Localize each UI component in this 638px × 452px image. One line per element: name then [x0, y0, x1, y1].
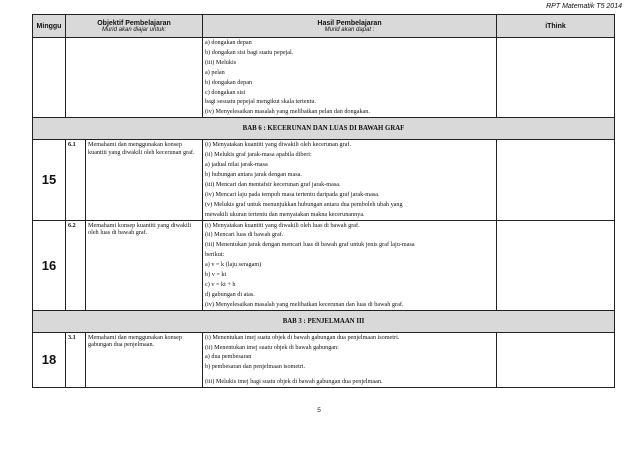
continuation-objective-cell: [66, 38, 203, 118]
outcome-line: c) dongakan sisi: [205, 88, 246, 96]
outcome-line: a) dongakan depan: [205, 39, 252, 46]
chapter-row-bab3: [33, 310, 615, 332]
outcome-line: c) v = kt + h: [205, 280, 236, 288]
outcome-line: b) hubungan antara jarak dengan masa.: [205, 170, 302, 178]
chapter-title-bab6: BAB 6 : KECERUNAN DAN LUAS DI BAWAH GRAF: [33, 118, 615, 140]
lesson-plan-table: [32, 14, 615, 388]
outcome-line: b) v = kt: [205, 271, 227, 279]
continuation-week-cell: [33, 38, 66, 118]
outcome-line: (iv) Menyelesaikan masalah yang melibatkan pelan dan dongakan.: [205, 108, 370, 116]
outcomes-3-1: [203, 332, 497, 388]
objective-number-6-2: 6.2: [66, 220, 86, 310]
outcome-line: b) dongakan sisi bagi suatu pepejal.: [205, 48, 294, 56]
continuation-row: [33, 38, 615, 118]
objektif-title: Objektif Pembelajaran: [97, 19, 171, 27]
outcome-line: (ii) Menentukan imej suatu objek di bawah gabungan:: [205, 343, 339, 351]
column-header-objektif: [66, 15, 203, 38]
hasil-subtitle: Murid akan dapat :: [324, 26, 375, 33]
outcome-line: a) jadual nilai jarak-masa: [205, 161, 268, 169]
outcome-line: (i) Menentukan imej suatu objek di bawah gabungan dua penjelmaan isometri.: [205, 333, 400, 341]
column-header-ithink: iThink: [497, 15, 615, 38]
outcome-line: a) pelan: [205, 68, 225, 76]
page-number: 5: [317, 407, 321, 414]
objective-text-6-2: Memahami konsep kuantiti yang diwakili oleh luas di bawah graf.: [86, 220, 203, 310]
outcome-line: (i) Menyatakan kuantiti yang diwakili oleh luas di bawah graf.: [205, 221, 360, 229]
week-row-16: [33, 220, 615, 310]
objektif-subtitle: Murid akan diajar untuk:: [101, 26, 167, 33]
objective-number-3-1: 3.1: [66, 332, 86, 388]
outcome-line: (iii) Menentukan jarak dengan mencari luas di bawah graf untuk jenis graf laju-masa: [205, 241, 415, 249]
outcome-line: bagi sesuatu pepejal mengikut skala tertentu.: [205, 98, 316, 106]
continuation-ithink-cell: [497, 38, 615, 118]
chapter-row-bab6: [33, 118, 615, 140]
header-note: RPT Matematik T5 2014: [546, 3, 622, 10]
outcome-line: (v) Melukis graf untuk menunjukkan hubungan antara dua pemboleh ubah yang: [205, 200, 403, 208]
outcome-line: mewakili ukuran tertentu dan menyatakan makna kecerunannya.: [205, 210, 365, 218]
outcome-line: b) dongakan depan: [205, 78, 253, 86]
outcomes-6-1: [203, 140, 497, 220]
continuation-outcomes: [203, 38, 497, 118]
outcome-line: (iii) Melukis imej bagi suatu objek di bawah gabungan dua penjelmaan.: [205, 378, 383, 386]
outcome-line: (iv) Mencari laju pada tempoh masa tertentu daripada graf jarak-masa.: [205, 190, 380, 198]
outcome-line: (iii) Melukis: [205, 58, 237, 66]
week-number-18: 18: [33, 332, 66, 388]
outcome-line: berikut:: [205, 251, 225, 259]
column-header-minggu: Minggu: [33, 15, 66, 38]
outcome-line: (iv) Menyelesaikan masalah yang melibatkan kecerunan dan luas di bawah graf.: [205, 300, 404, 308]
outcome-line: a) dua pembesaran: [205, 353, 252, 361]
outcome-line: (iii) Mencari dan mentafsir kecerunan graf jarak-masa.: [205, 180, 341, 188]
outcome-line: (i) Menyatakan kuantiti yang diwakili oleh kecerunan graf.: [205, 141, 352, 149]
ithink-cell-16: [497, 220, 615, 310]
week-row-18: [33, 332, 615, 388]
objective-text-3-1: Memahami dan menggunakan konsep gabungan dua penjelmaan.: [86, 332, 203, 388]
ithink-cell-15: [497, 140, 615, 220]
ithink-cell-18: [497, 332, 615, 388]
objective-number-6-1: 6.1: [66, 140, 86, 220]
week-number-15: 15: [33, 140, 66, 220]
chapter-title-bab3: BAB 3 : PENJELMAAN III: [33, 310, 615, 332]
outcome-line: d) gabungan di atas.: [205, 290, 255, 298]
table-header-row: [33, 15, 615, 38]
outcome-line: (ii) Melukis graf jarak-masa apabila diberi:: [205, 151, 312, 159]
outcome-line: (ii) Mencari luas di bawah graf.: [205, 231, 284, 239]
outcome-line: b) pembesaran dan penjelmaan isometri.: [205, 363, 306, 371]
objective-text-6-1: Memahami dan menggunakan konsep kuantiti yang diwakili oleh kecerunan graf.: [86, 140, 203, 220]
column-header-hasil: [203, 15, 497, 38]
hasil-title: Hasil Pembelajaran: [317, 19, 382, 27]
outcomes-6-2: [203, 220, 497, 310]
week-number-16: 16: [33, 220, 66, 310]
week-row-15: [33, 140, 615, 220]
outcome-line: a) v = k (laju seragam): [205, 261, 262, 269]
